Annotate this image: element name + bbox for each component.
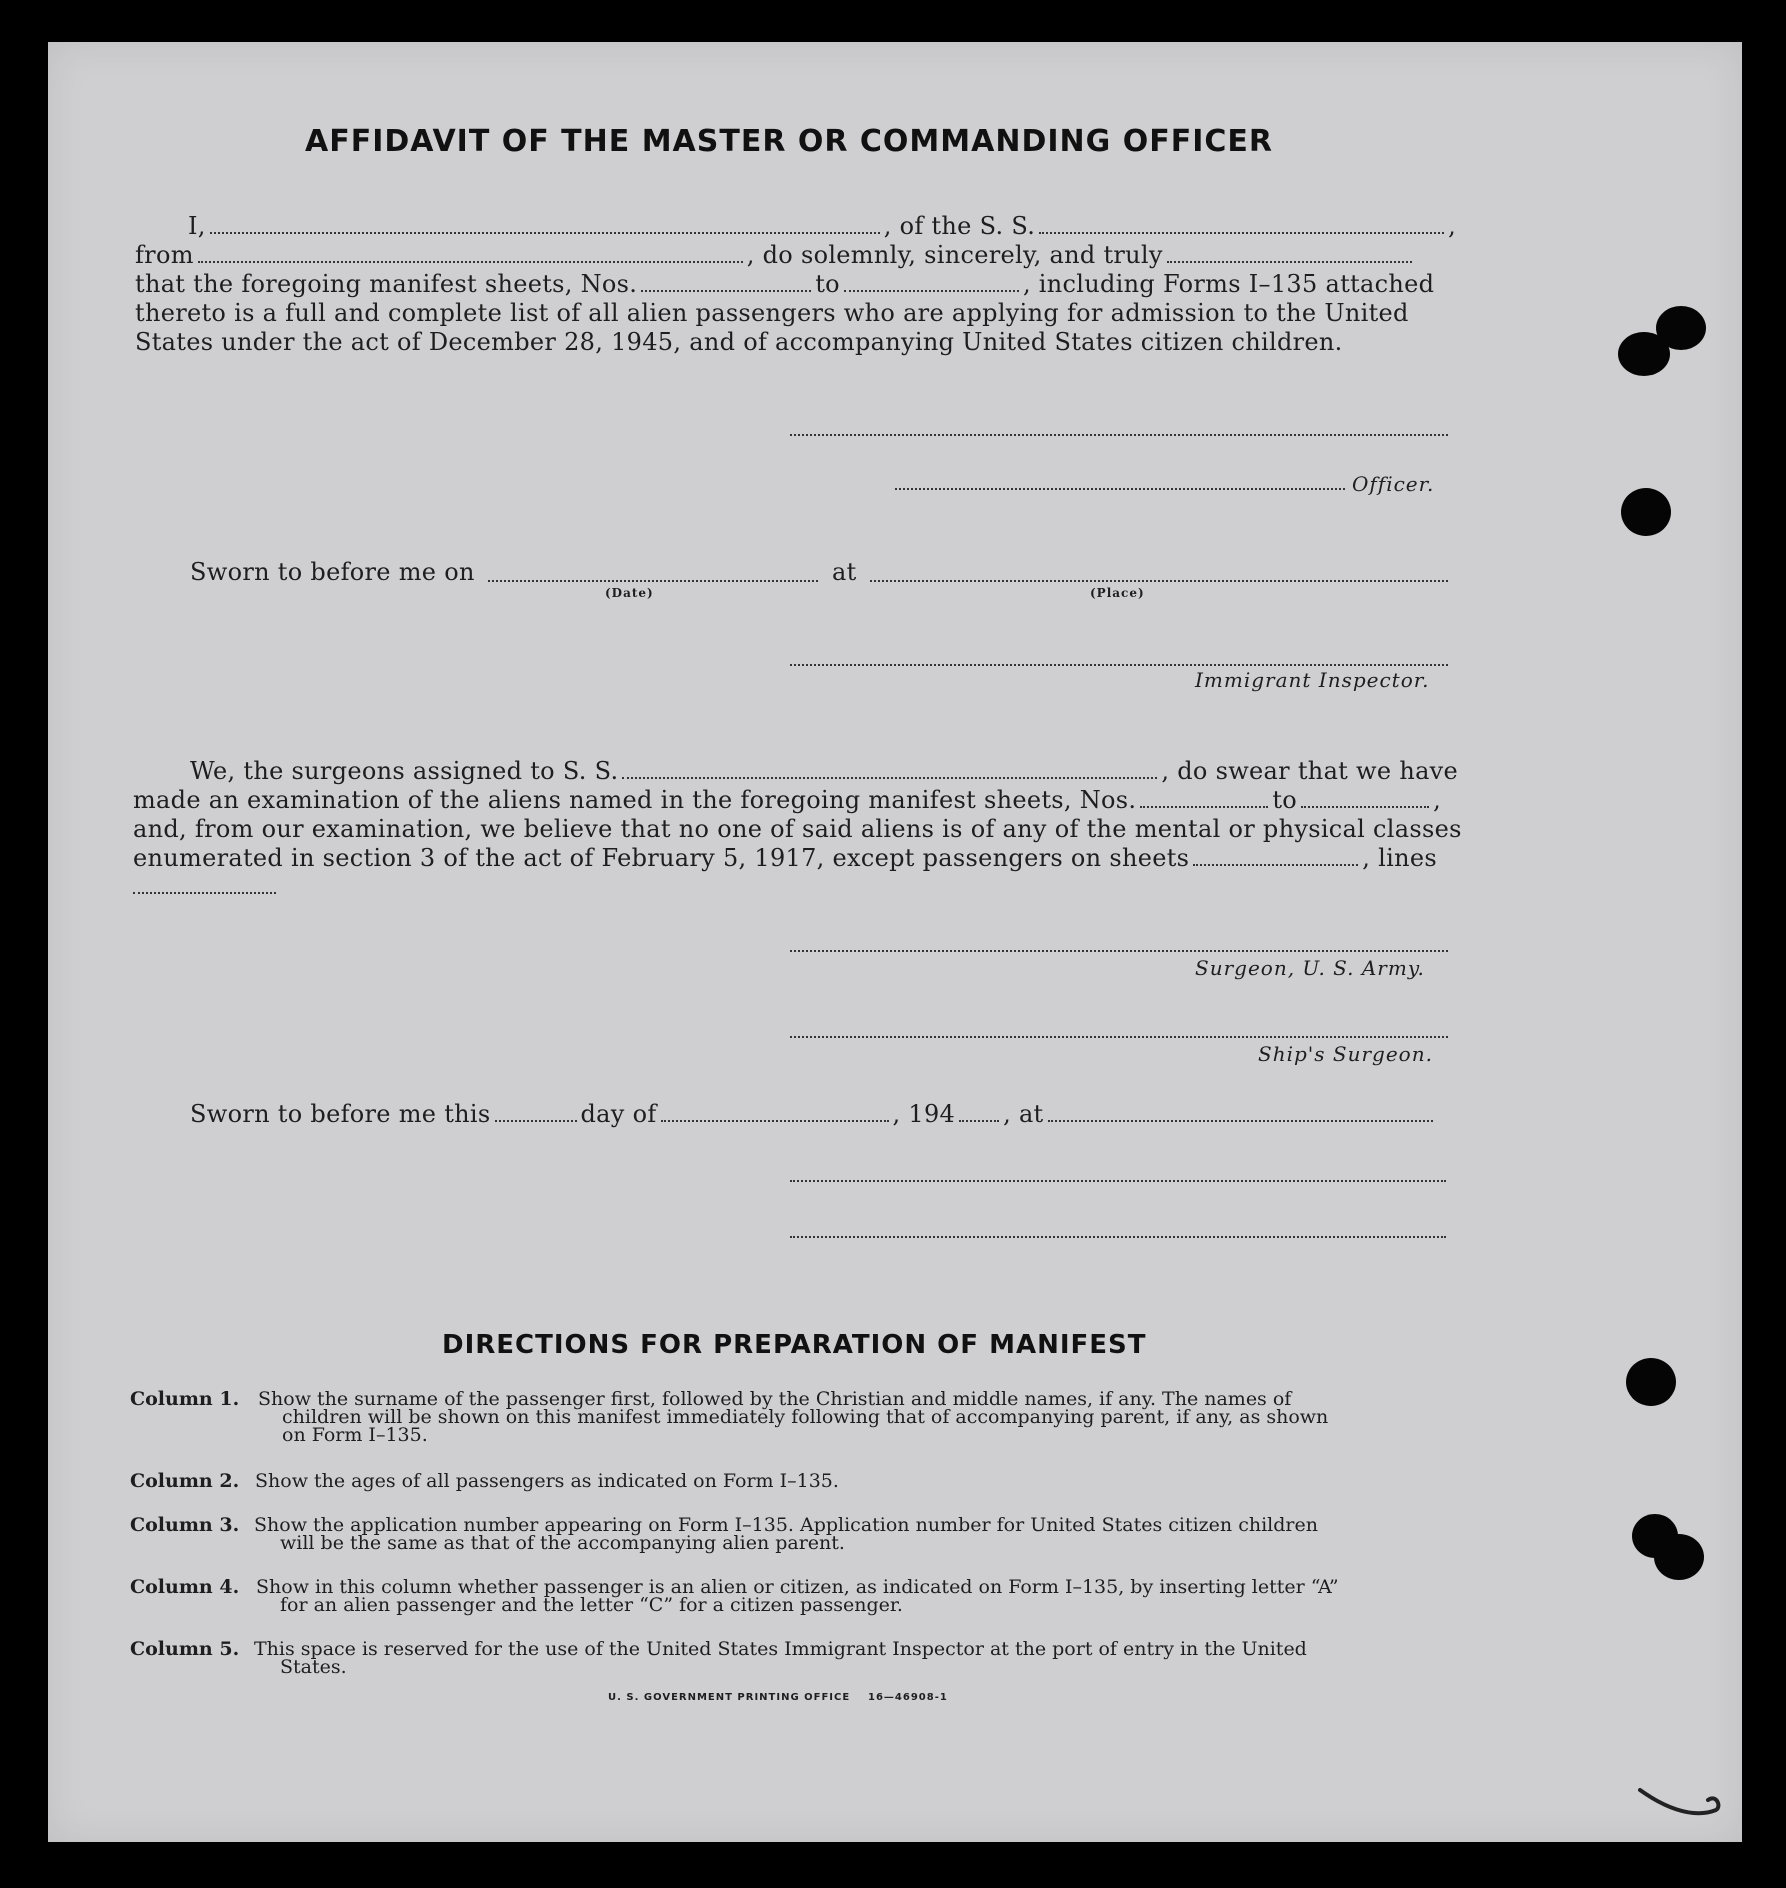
direction-label: Column 2. [130,1470,240,1492]
direction-text: children will be shown on this manifest immediately following that of accompanying parent, if any, as shown [282,1406,1329,1428]
army-surgeon-signature-line[interactable] [790,950,1448,952]
punch-hole [1621,488,1671,536]
from-field[interactable] [198,261,743,263]
text: to [815,270,840,298]
ship-name-field[interactable] [1039,232,1444,234]
direction-text: will be the same as that of the accompanying alien parent. [280,1532,845,1554]
place-caption: (Place) [1090,586,1145,600]
text: , do swear that we have [1161,757,1459,785]
direction-text: States. [280,1656,347,1678]
army-surgeon-label: Surgeon, U. S. Army. [1195,956,1425,980]
except-sheets-field[interactable] [1193,864,1358,866]
direction-text: Show the surname of the passenger first, followed by the Christian and middle names, if any. The names of [258,1388,1292,1410]
affidavit-line-1 [188,212,1456,240]
direction-text: Show the ages of all passengers as indicated on Form I–135. [255,1470,839,1492]
text: to [1272,786,1298,814]
month-field[interactable] [661,1120,889,1122]
direction-label: Column 5. [130,1638,240,1660]
affidavit-line-2 [135,241,1416,269]
officer-name-line[interactable] [895,488,1345,490]
punch-hole [1656,306,1706,350]
text: , do solemnly, sincerely, and truly [746,241,1163,269]
sworn-title-line[interactable] [790,1236,1446,1238]
direction-label: Column 3. [130,1514,240,1536]
place-field[interactable] [870,580,1448,582]
punch-hole [1626,1358,1676,1406]
affidavit-line-5: States under the act of December 28, 1945, and of accompanying United States citizen children. [135,328,1343,356]
year-field[interactable] [959,1120,999,1122]
at-text: at [832,558,857,586]
punch-hole [1654,1534,1704,1580]
ship-surgeon-label: Ship's Surgeon. [1258,1042,1433,1066]
date-field[interactable] [488,580,818,582]
officer-label: Officer. [1352,472,1435,496]
day-field[interactable] [495,1120,577,1122]
affidavit-line-3 [135,270,1434,298]
text: Sworn to before me this [190,1100,491,1128]
sworn-place-field[interactable] [1048,1120,1433,1122]
direction-text: for an alien passenger and the letter “C” for a citizen passenger. [280,1594,903,1616]
inspector-signature-line[interactable] [790,664,1448,666]
form-code: 16—46908-1 [868,1692,948,1703]
surgeon-line-1 [190,757,1458,785]
sworn-signature-line[interactable] [790,1180,1446,1182]
direction-text: Show in this column whether passenger is an alien or citizen, as indicated on Form I–135, by inserting letter “A” [256,1576,1339,1598]
surgeon-line-3: and, from our examination, we believe that no one of said aliens is of any of the mental or physical classes [133,815,1462,843]
text: made an examination of the aliens named in the foregoing manifest sheets, Nos. [133,786,1137,814]
text: , [1448,212,1457,240]
pencil-mark [1636,1780,1726,1830]
direction-text: on Form I–135. [282,1424,428,1446]
text: , lines [1362,844,1437,872]
text: from [135,241,194,269]
surgeon-ship-field[interactable] [622,777,1157,779]
direction-text: Show the application number appearing on Form I–135. Application number for United States citizen children [254,1514,1318,1536]
direction-label: Column 4. [130,1576,240,1598]
affidavit-line-4: thereto is a full and complete list of all alien passengers who are applying for admission to the United [135,299,1409,327]
text: , including Forms I–135 attached [1022,270,1435,298]
sheet-from-field[interactable] [641,290,811,292]
text: , of the S. S. [883,212,1036,240]
sworn-text: Sworn to before me on [190,558,475,586]
text: day of [580,1100,657,1128]
text: We, the surgeons assigned to S. S. [190,757,619,785]
sheet-to-field[interactable] [844,290,1019,292]
officer-signature-line[interactable] [790,434,1448,436]
direction-label: Column 1. [130,1388,240,1410]
date-caption: (Date) [605,586,654,600]
text: that the foregoing manifest sheets, Nos. [135,270,638,298]
sworn-line-2 [190,1100,1437,1128]
directions-title: DIRECTIONS FOR PREPARATION OF MANIFEST [442,1330,1147,1360]
surgeon-sheet-from-field[interactable] [1140,806,1268,808]
direction-text: This space is reserved for the use of the United States Immigrant Inspector at the port of entry in the United [254,1638,1307,1660]
surgeon-line-2 [133,786,1441,814]
inspector-label: Immigrant Inspector. [1195,668,1430,692]
lines-field[interactable] [133,892,276,894]
surgeon-line-4 [133,844,1437,872]
printer-imprint: U. S. GOVERNMENT PRINTING OFFICE [608,1692,851,1703]
oath-field[interactable] [1167,261,1412,263]
form-title: AFFIDAVIT OF THE MASTER OR COMMANDING OFFICER [305,124,1273,159]
surgeon-sheet-to-field[interactable] [1301,806,1429,808]
text: , [1433,786,1441,814]
text: I, [188,212,206,240]
name-field[interactable] [210,232,880,234]
text: enumerated in section 3 of the act of February 5, 1917, except passengers on sheets [133,844,1190,872]
text: , 194 [892,1100,956,1128]
ship-surgeon-signature-line[interactable] [790,1036,1448,1038]
text: , at [1003,1100,1044,1128]
